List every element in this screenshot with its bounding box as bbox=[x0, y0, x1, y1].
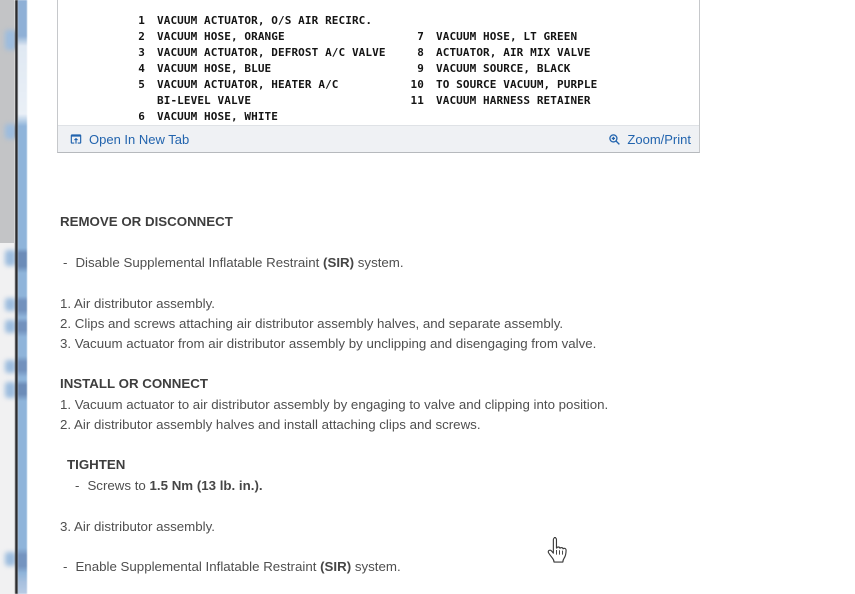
legend-label: VACUUM ACTUATOR, O/S AIR RECIRC. bbox=[157, 14, 373, 27]
bullet-dash: - bbox=[63, 559, 68, 574]
remove-step-1: 1. Air distributor assembly. bbox=[60, 296, 215, 311]
legend-number: 5 bbox=[138, 78, 145, 91]
legend-item bbox=[128, 93, 386, 109]
bullet-bold-text: (SIR) bbox=[320, 559, 352, 574]
legend-label: TO SOURCE VACUUM, PURPLE bbox=[436, 78, 598, 91]
legend-item bbox=[128, 45, 386, 61]
remove-step-3: 3. Vacuum actuator from air distributor assembly by unclipping and disengaging from valve. bbox=[60, 336, 597, 351]
legend-number: 2 bbox=[138, 30, 145, 43]
legend-label: VACUUM ACTUATOR, DEFROST A/C VALVE bbox=[157, 46, 386, 59]
legend-item bbox=[407, 61, 597, 77]
install-step-3: 3. Air distributor assembly. bbox=[60, 519, 215, 534]
diagram-toolbar bbox=[58, 125, 699, 152]
install-step-2: 2. Air distributor assembly halves and install attaching clips and screws. bbox=[60, 417, 481, 432]
open-in-new-tab-label: Open In New Tab bbox=[89, 131, 190, 147]
legend-number: 9 bbox=[417, 62, 424, 75]
legend-label: ACTUATOR, AIR MIX VALVE bbox=[436, 46, 591, 59]
legend-item bbox=[128, 61, 386, 77]
legend-number: 6 bbox=[138, 110, 145, 123]
left-rail-blue-strip bbox=[18, 0, 27, 594]
remove-or-disconnect-heading: REMOVE OR DISCONNECT bbox=[60, 214, 233, 229]
legend-number: 11 bbox=[410, 94, 424, 107]
legend-label: VACUUM HOSE, LT GREEN bbox=[436, 30, 578, 43]
install-or-connect-heading: INSTALL OR CONNECT bbox=[60, 376, 208, 391]
diagram-panel bbox=[57, 0, 700, 153]
legend-label: VACUUM HOSE, ORANGE bbox=[157, 30, 285, 43]
legend-number: 8 bbox=[417, 46, 424, 59]
open-in-new-tab-link[interactable] bbox=[69, 132, 189, 147]
legend-item bbox=[407, 93, 597, 109]
legend-label: VACUUM HARNESS RETAINER bbox=[436, 94, 591, 107]
legend-item bbox=[128, 29, 386, 45]
bullet-bold-text: 1.5 Nm (13 lb. in.). bbox=[149, 478, 263, 493]
legend-item bbox=[407, 77, 597, 93]
legend-number: 1 bbox=[138, 14, 145, 27]
zoom-magnifier-icon bbox=[608, 133, 621, 146]
legend-label: VACUUM SOURCE, BLACK bbox=[436, 62, 571, 75]
remove-step-2: 2. Clips and screws attaching air distributor assembly halves, and separate assembly. bbox=[60, 316, 564, 331]
install-step-1: 1. Vacuum actuator to air distributor assembly by engaging to valve and clipping into position. bbox=[60, 397, 609, 412]
bullet-dash: - bbox=[63, 255, 68, 270]
bullet-text: system. bbox=[351, 559, 401, 574]
legend-label: VACUUM HOSE, WHITE bbox=[157, 110, 279, 123]
bullet-bold-text: (SIR) bbox=[323, 255, 355, 270]
legend-item bbox=[128, 109, 386, 125]
legend-item bbox=[407, 45, 597, 61]
open-in-new-tab-icon bbox=[69, 132, 83, 146]
zoom-print-label: Zoom/Print bbox=[627, 131, 691, 147]
legend-item bbox=[128, 77, 386, 93]
legend-item bbox=[128, 13, 386, 29]
disable-sir-bullet bbox=[63, 255, 404, 270]
left-rail-gray-bottom bbox=[0, 243, 14, 594]
legend-number: 4 bbox=[138, 62, 145, 75]
enable-sir-bullet bbox=[63, 559, 401, 574]
bullet-text: Disable Supplemental Inflatable Restraint bbox=[75, 255, 324, 270]
hand-cursor bbox=[545, 536, 570, 567]
legend-label: BI-LEVEL VALVE bbox=[157, 94, 252, 107]
bullet-text: Enable Supplemental Inflatable Restraint bbox=[75, 559, 321, 574]
tighten-bullet bbox=[75, 478, 263, 493]
bullet-text: Screws to bbox=[87, 478, 150, 493]
legend-number: 7 bbox=[417, 30, 424, 43]
legend-label: VACUUM ACTUATOR, HEATER A/C bbox=[157, 78, 339, 91]
legend-label: VACUUM HOSE, BLUE bbox=[157, 62, 272, 75]
bullet-text: system. bbox=[354, 255, 404, 270]
tighten-heading: TIGHTEN bbox=[67, 457, 126, 472]
diagram-legend-left bbox=[128, 13, 386, 125]
legend-number bbox=[128, 93, 145, 109]
zoom-print-link[interactable] bbox=[608, 132, 691, 147]
bullet-dash: - bbox=[75, 478, 80, 493]
legend-number: 3 bbox=[138, 46, 145, 59]
diagram-legend-right bbox=[407, 29, 597, 109]
legend-number: 10 bbox=[410, 78, 424, 91]
legend-item bbox=[407, 29, 597, 45]
